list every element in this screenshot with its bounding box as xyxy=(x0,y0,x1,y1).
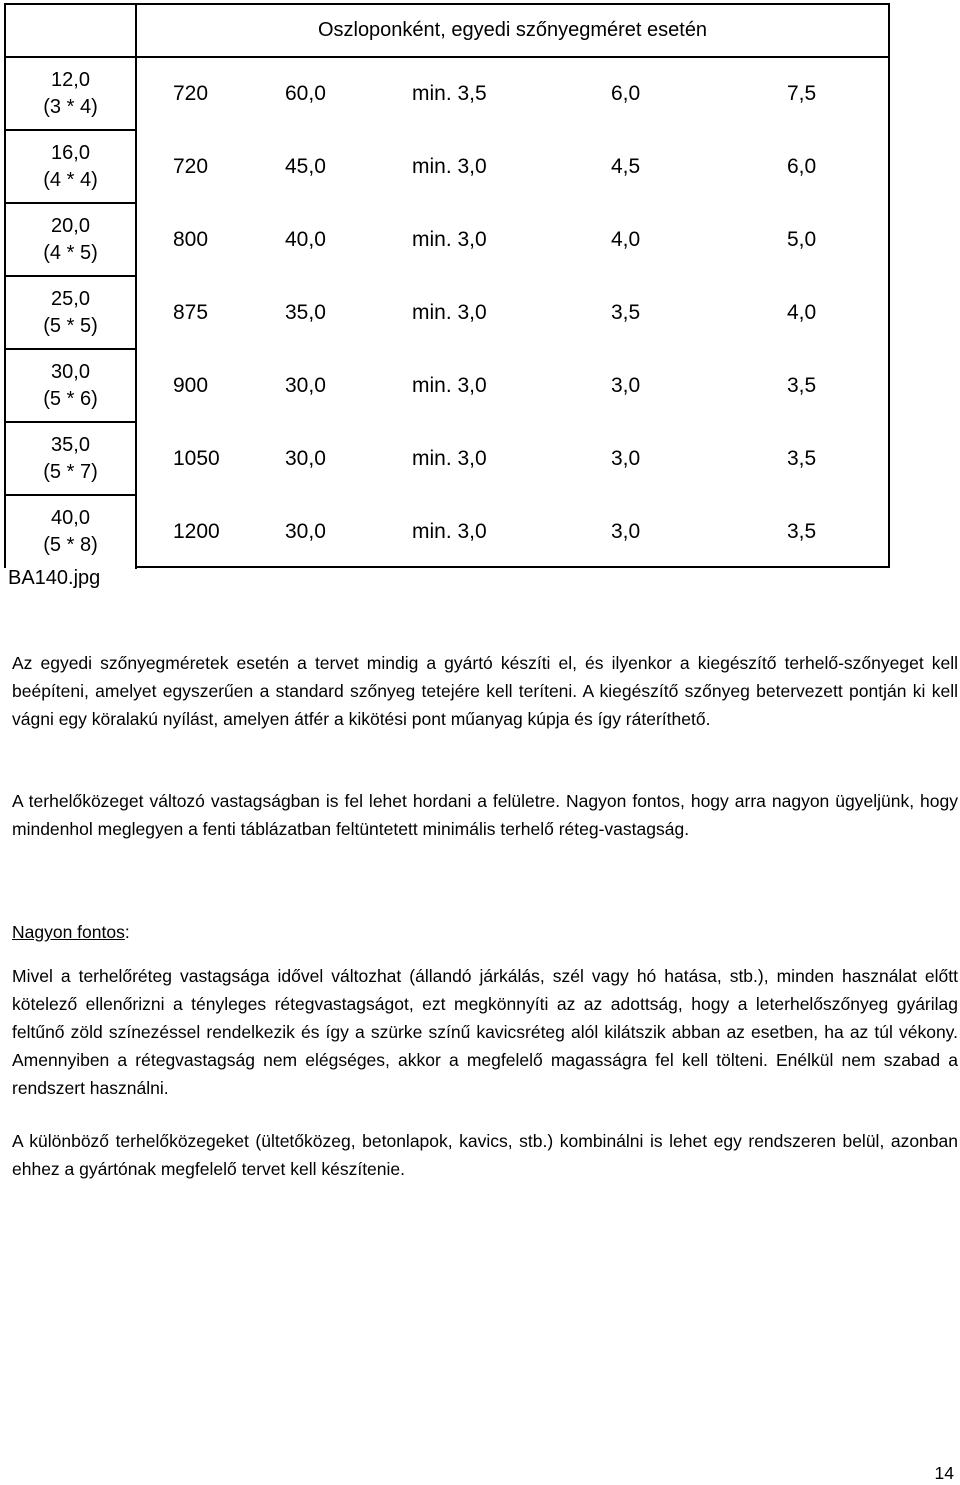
cell: 30,0 xyxy=(285,520,326,543)
cell: 800 xyxy=(173,228,209,251)
cell: 5,0 xyxy=(787,228,817,251)
cell: 3,0 xyxy=(611,520,641,543)
cell: 3,5 xyxy=(787,447,817,470)
table-row xyxy=(137,348,888,421)
dimension-value: (5 * 7) xyxy=(43,461,98,483)
cell: min. 3,0 xyxy=(412,447,487,470)
cell: min. 3,0 xyxy=(412,301,487,324)
size-cell xyxy=(6,350,137,423)
cell: 30,0 xyxy=(285,374,326,397)
size-cell xyxy=(6,496,137,569)
size-column xyxy=(4,3,135,568)
dimension-value: (5 * 6) xyxy=(43,388,98,410)
cell: 4,0 xyxy=(787,301,817,324)
dimension-value: (5 * 8) xyxy=(43,534,98,556)
cell: 45,0 xyxy=(285,155,326,178)
area-value: 16,0 xyxy=(51,142,90,164)
cell: 7,5 xyxy=(787,82,817,105)
cell: 3,0 xyxy=(611,374,641,397)
important-heading xyxy=(12,922,130,943)
cell: 4,5 xyxy=(611,155,641,178)
table-row xyxy=(137,275,888,348)
cell: 30,0 xyxy=(285,447,326,470)
area-value: 35,0 xyxy=(51,434,90,456)
cell: 1050 xyxy=(173,447,220,470)
size-cell xyxy=(6,277,137,350)
cell: 3,5 xyxy=(611,301,641,324)
cell: 720 xyxy=(173,82,209,105)
cell: min. 3,0 xyxy=(412,374,487,397)
cell: 40,0 xyxy=(285,228,326,251)
table-header-left xyxy=(6,5,137,58)
cell: min. 3,0 xyxy=(412,155,487,178)
size-cell xyxy=(6,423,137,496)
size-table xyxy=(4,3,890,568)
area-value: 40,0 xyxy=(51,507,90,529)
cell: 3,5 xyxy=(787,374,817,397)
cell: 1200 xyxy=(173,520,220,543)
cell: 900 xyxy=(173,374,209,397)
paragraph-combine: A különböző terhelőközegeket (ültetőközeg, betonlapok, kavics, stb.) kombinálni is lehet egy rendszeren belül, azonban ehhez a gyártónak megfelelő tervet kell készítenie. xyxy=(12,1131,958,1179)
paragraph-custom-size: Az egyedi szőnyegméretek esetén a tervet mindig a gyártó készíti el, és ilyenkor a kiegészítő terhelő-szőnyeget kell beépíteni, amelyet egyszerűen a standard szőnyeg tetejére kell teríteni. A kiegészítő szőnyeg betervezett pontján ki kell vágni egy köralakú nyílást, amelyen átfér a kikötési pont műanyag kúpja és így ráteríthető. xyxy=(12,653,958,729)
size-cell xyxy=(6,131,137,204)
dimension-value: (4 * 4) xyxy=(43,169,98,191)
dimension-value: (4 * 5) xyxy=(43,242,98,264)
dimension-value: (5 * 5) xyxy=(43,315,98,337)
heading-text: Nagyon fontos xyxy=(12,922,125,942)
table-row xyxy=(137,421,888,494)
area-value: 30,0 xyxy=(51,361,90,383)
size-cell xyxy=(6,58,137,131)
cell: 6,0 xyxy=(611,82,641,105)
cell: 4,0 xyxy=(611,228,641,251)
area-value: 25,0 xyxy=(51,288,90,310)
cell: 3,5 xyxy=(787,520,817,543)
cell: 35,0 xyxy=(285,301,326,324)
cell: min. 3,5 xyxy=(412,82,487,105)
cell: 60,0 xyxy=(285,82,326,105)
values-panel xyxy=(135,3,890,568)
dimension-value: (3 * 4) xyxy=(43,96,98,118)
cell: min. 3,0 xyxy=(412,228,487,251)
table-row xyxy=(137,56,888,129)
table-header-text: Oszloponként, egyedi szőnyegméret esetén xyxy=(317,19,708,41)
cell: 720 xyxy=(173,155,209,178)
cell: 3,0 xyxy=(611,447,641,470)
cell: 875 xyxy=(173,301,209,324)
area-value: 12,0 xyxy=(51,69,90,91)
paragraph-check: Mivel a terhelőréteg vastagsága idővel változhat (állandó járkálás, szél vagy hó hatása, stb.), minden használat előtt kötelező ellenőrizni a tényleges rétegvastagságot, ezt megkönnyíti az az adottság, hogy a leterhelőszőnyeg gyárilag feltűnő zöld színezéssel rendelkezik és így a szürke színű kavicsréteg alól kilátszik abban az esetben, ha az túl vékony. Amennyiben a rétegvastagság nem elégséges, akkor a megfelelő magasságra fel kell tölteni. Enélkül nem szabad a rendszert használni. xyxy=(12,966,958,1098)
paragraph-thickness: A terhelőközeget változó vastagságban is fel lehet hordani a felületre. Nagyon fontos, hogy arra nagyon ügyeljünk, hogy mindenhol meglegyen a fenti táblázatban feltüntetett minimális terhelő réteg-vastagság. xyxy=(12,791,958,839)
table-row xyxy=(137,129,888,202)
area-value: 20,0 xyxy=(51,215,90,237)
cell: 6,0 xyxy=(787,155,817,178)
heading-colon: : xyxy=(124,922,130,942)
size-cell xyxy=(6,204,137,277)
table-row xyxy=(137,494,888,567)
cell: min. 3,0 xyxy=(412,520,487,543)
table-header xyxy=(137,5,888,58)
table-row xyxy=(137,202,888,275)
page-number: 14 xyxy=(934,1463,954,1483)
image-caption: BA140.jpg xyxy=(8,567,101,589)
